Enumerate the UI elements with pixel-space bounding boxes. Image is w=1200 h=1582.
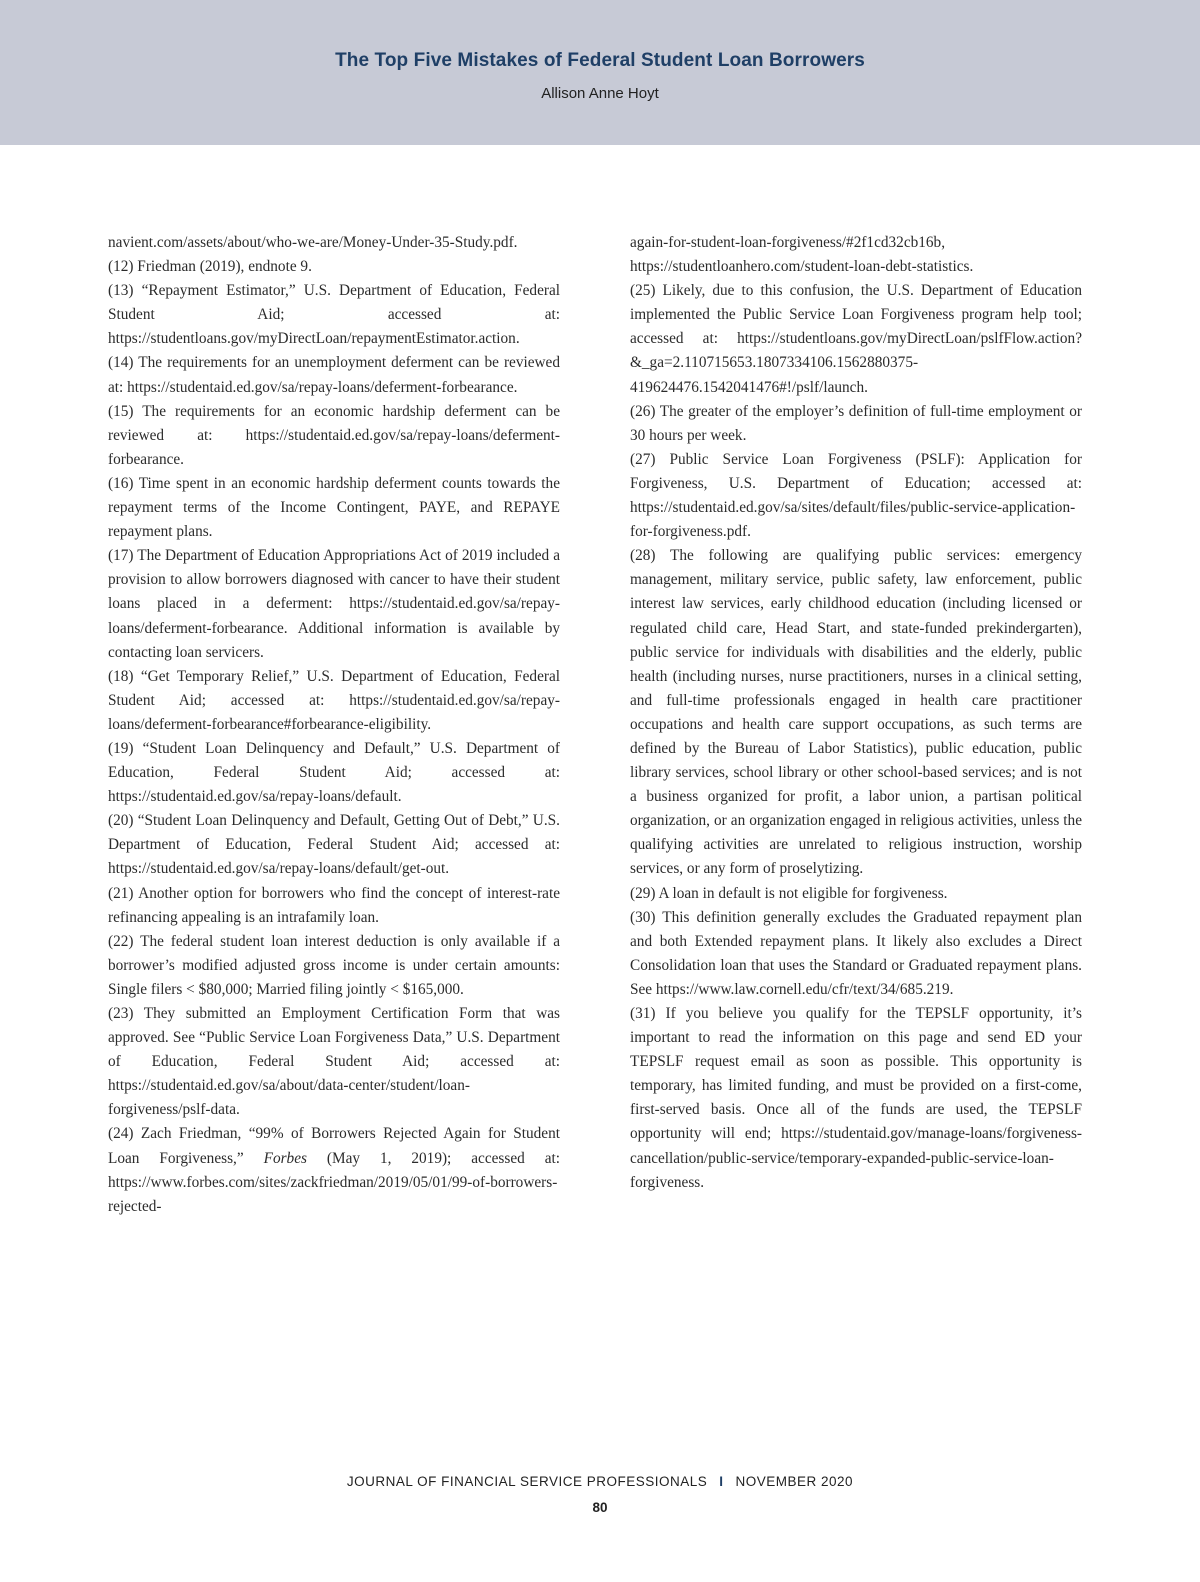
page-header (0, 0, 1200, 145)
endnote-18: (18) “Get Temporary Relief,” U.S. Department of Education, Federal Student Aid; accessed at: https://studentaid.ed.gov/sa/repay-loans/deferment-forbearance#forbearance-eligibility. (108, 667, 560, 733)
endnote-24-text-before: (24) Zach Friedman, “99% of Borrowers Rejected Again for Student Loan Forgiveness,” (108, 1125, 560, 1167)
issue-date: NOVEMBER 2020 (735, 1474, 854, 1489)
endnote-24-continuation: again-for-student-loan-forgiveness/#2f1cd32cb16b, https://studentloanhero.com/student-loan-debt-statistics. (630, 234, 974, 276)
endnote-24-publication: Forbes (263, 1149, 307, 1167)
endnote-24-text-after: (May 1, 2019); accessed at: https://www.forbes.com/sites/zackfriedman/2019/05/01/99-of-borrowers-rejected- (108, 1149, 560, 1215)
endnote-14: (14) The requirements for an unemployment deferment can be reviewed at: https://studentaid.ed.gov/sa/repay-loans/deferment-forbearance. (108, 354, 560, 396)
endnote-15: (15) The requirements for an economic hardship deferment can be reviewed at: https://studentaid.ed.gov/sa/repay-loans/deferment-forbearance. (108, 402, 560, 468)
endnote-22: (22) The federal student loan interest deduction is only available if a borrower’s modified adjusted gross income is under certain amounts: Single filers < $80,000; Married filing jointly < $165,000. (108, 932, 560, 998)
endnote-25: (25) Likely, due to this confusion, the U.S. Department of Education implemented the Public Service Loan Forgiveness program help tool; accessed at: https://studentloans.gov/myDirectLoan/pslfFlow.action?&_ga=2.110715653.1807334106.1562880375-419624476.1542041476#!/pslf/launch. (630, 282, 1082, 396)
endnote-13: (13) “Repayment Estimator,” U.S. Department of Education, Federal Student Aid; accessed at: https://studentloans.gov/myDirectLoan/repaymentEstimator.action. (108, 282, 560, 348)
endnote-23: (23) They submitted an Employment Certification Form that was approved. See “Public Service Loan Forgiveness Data,” U.S. Department of Education, Federal Student Aid; accessed at: https://studentaid.ed.gov/sa/about/data-center/student/loan-forgiveness/pslf-data. (108, 1005, 560, 1119)
endnote-continuation: navient.com/assets/about/who-we-are/Money-Under-35-Study.pdf. (108, 234, 518, 251)
endnote-17: (17) The Department of Education Appropriations Act of 2019 included a provision to allow borrowers diagnosed with cancer to have their student loans placed in a deferment: https://studentaid.ed.gov/sa/repay-loans/deferment-forbearance. Additional information is available by contacting loan servicers. (108, 547, 560, 661)
endnote-26: (26) The greater of the employer’s definition of full-time employment or 30 hours per week. (630, 402, 1082, 444)
page-number: 80 (592, 1500, 608, 1515)
page-footer (0, 1474, 1200, 1489)
endnote-30: (30) This definition generally excludes the Graduated repayment plan and both Extended repayment plans. It likely also excludes a Direct Consolidation loan that uses the Standard or Graduated repayment plans. See https://www.law.cornell.edu/cfr/text/34/685.219. (630, 908, 1082, 998)
endnote-24 (108, 1122, 560, 1218)
endnote-20: (20) “Student Loan Delinquency and Default, Getting Out of Debt,” U.S. Department of Education, Federal Student Aid; accessed at: https://studentaid.ed.gov/sa/repay-loans/default/get-out. (108, 812, 560, 878)
journal-name: JOURNAL OF FINANCIAL SERVICE PROFESSIONALS (346, 1474, 708, 1489)
endnote-27: (27) Public Service Loan Forgiveness (PSLF): Application for Forgiveness, U.S. Department of Education; accessed at: https://studentaid.ed.gov/sa/sites/default/files/public-service-application-for-forgiveness.pdf. (630, 450, 1082, 541)
endnote-29: (29) A loan in default is not eligible for forgiveness. (630, 884, 948, 902)
endnotes-left-column (108, 231, 560, 1219)
article-author: Allison Anne Hoyt (541, 85, 659, 102)
endnote-19: (19) “Student Loan Delinquency and Default,” U.S. Department of Education, Federal Student Aid; accessed at: https://studentaid.ed.gov/sa/repay-loans/default. (108, 739, 560, 806)
endnote-21: (21) Another option for borrowers who find the concept of interest-rate refinancing appealing is an intrafamily loan. (108, 884, 560, 926)
endnote-16: (16) Time spent in an economic hardship deferment counts towards the repayment terms of the Income Contingent, PAYE, and REPAYE repayment plans. (108, 474, 560, 541)
endnote-12: (12) Friedman (2019), endnote 9. (108, 258, 312, 276)
endnotes-right-column (630, 231, 1082, 1195)
endnote-31: (31) If you believe you qualify for the TEPSLF opportunity, it’s important to read the information on this page and send ED your TEPSLF request email as soon as possible. This opportunity is temporary, has limited funding, and must be provided on a first-come, first-served basis. Once all of the funds are used, the TEPSLF opportunity will end; https://studentaid.gov/manage-loans/forgiveness-cancellation/public-service/temporary-expanded-public-service-loan-forgiveness. (630, 1005, 1082, 1191)
footer-separator: I (719, 1474, 724, 1489)
article-title: The Top Five Mistakes of Federal Student Loan Borrowers (335, 50, 865, 71)
endnote-28: (28) The following are qualifying public services: emergency management, military service, public safety, law enforcement, public interest law services, early childhood education (including licensed or regulated child care, Head Start, and state-funded prekindergarten), public service for individuals with disabilities and the elderly, public health (including nurses, nurse practitioners, nurses in a clinical setting, and full-time professionals engaged in health care practitioner occupations and health care support occupations, as such terms are defined by the Bureau of Labor Statistics), public education, public library services, school library or other school-based services; and is not a business organized for profit, a labor union, a partisan political organization, or an organization engaged in religious activities, unless the qualifying activities are unrelated to religious instruction, worship services, or any form of proselytizing. (630, 547, 1082, 878)
